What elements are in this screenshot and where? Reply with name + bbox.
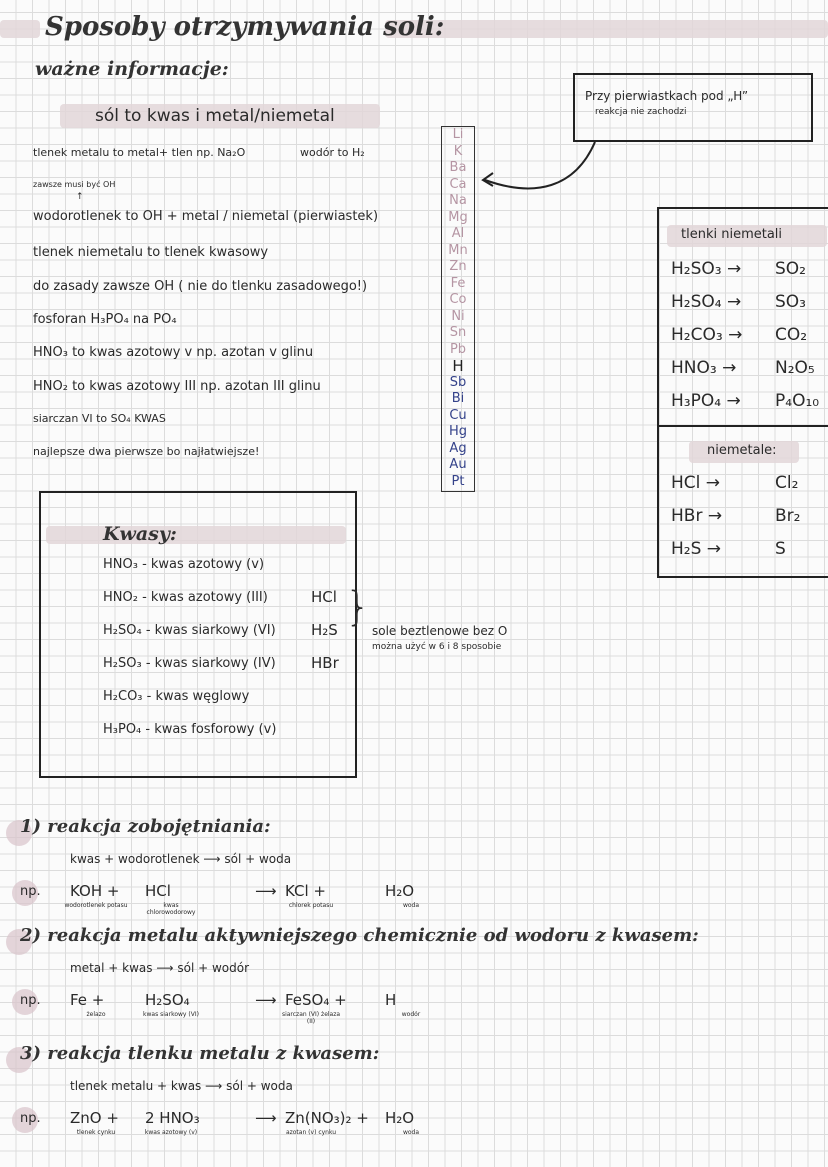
np-label: np.: [20, 993, 41, 1008]
example-label: wodór: [401, 1011, 421, 1018]
example-formula: H₂SO₄: [145, 991, 190, 1009]
example-formula: KCl +: [285, 882, 326, 900]
element-pt: Pt: [451, 473, 465, 489]
nonmetal-element: Cl₂: [775, 473, 799, 493]
example-label: woda: [402, 902, 420, 909]
np-label: np.: [20, 1111, 41, 1126]
oxygenless-note-2: można użyć w 6 i 8 sposobie: [372, 642, 502, 652]
example-formula: HCl: [145, 882, 171, 900]
element-zn: Zn: [449, 259, 467, 274]
element-au: Au: [449, 457, 467, 472]
acid-row: H₂SO₄ - kwas siarkowy (VI): [103, 623, 276, 638]
example-formula: ⟶: [255, 991, 277, 1009]
nonmetal-acid: HCl →: [671, 473, 721, 493]
oxide-formula: SO₂: [775, 259, 806, 279]
example-formula: FeSO₄ +: [285, 991, 347, 1009]
example-label: azotan (v) cynku: [285, 1129, 337, 1136]
example-formula: Zn(NO₃)₂ +: [285, 1109, 369, 1127]
element-k: K: [453, 143, 463, 159]
element-fe: Fe: [450, 275, 466, 291]
example-label: kwas azotowy (v): [144, 1129, 198, 1136]
key-statement: sól to kwas i metal/niemetal: [95, 106, 335, 126]
example-label: żelazo: [86, 1011, 106, 1018]
acid-row: H₃PO₄ - kwas fosforowy (v): [103, 722, 277, 737]
oxide-acid: H₂SO₄ →: [671, 292, 742, 312]
nonmetal-acid: H₂S →: [671, 539, 722, 559]
callout-line-2: reakcja nie zachodzi: [595, 107, 687, 117]
curved-arrow-icon: [475, 138, 605, 203]
element-li: Li: [452, 127, 464, 142]
brace: }: [345, 584, 371, 630]
element-mg: Mg: [448, 209, 468, 225]
nonmetal-acid: HBr →: [671, 506, 723, 526]
oxides-title: tlenki niemetali: [681, 227, 783, 242]
oxide-formula: SO₃: [775, 292, 806, 312]
acids-title: Kwasy:: [103, 523, 177, 545]
callout-line-1: Przy pierwiastkach pod „H”: [585, 89, 749, 103]
note-zasady: do zasady zawsze OH ( nie do tlenku zasadowego!): [33, 279, 368, 294]
example-label: tlenek cynku: [76, 1129, 116, 1136]
callout-box: [573, 73, 813, 142]
reaction-scheme: tlenek metalu + kwas ⟶ sól + woda: [70, 1079, 293, 1093]
page-title: Sposoby otrzymywania soli:: [45, 12, 445, 42]
example-label: kwas siarkowy (VI): [143, 1011, 199, 1018]
note-fosforan: fosforan H₃PO₄ na PO₄: [33, 312, 177, 327]
example-formula: H: [385, 991, 397, 1009]
element-hg: Hg: [448, 424, 468, 439]
example-formula: H₂O: [385, 1109, 415, 1127]
oxide-formula: P₄O₁₀: [775, 391, 820, 411]
oxide-acid: H₂CO₃ →: [671, 325, 743, 345]
acids-title-highlight: [46, 526, 346, 544]
oxide-acid: HNO₃ →: [671, 358, 737, 378]
nonmetal-element: Br₂: [775, 506, 801, 526]
oxygenless-acid: HBr: [311, 654, 339, 672]
acid-row: H₂SO₃ - kwas siarkowy (IV): [103, 656, 276, 671]
title-highlight-left: [0, 20, 40, 38]
element-co: Co: [449, 292, 467, 307]
example-label: wodorotlenek potasu: [64, 902, 128, 909]
element-ca: Ca: [449, 176, 467, 192]
element-na: Na: [449, 193, 467, 208]
note-zawsze: zawsze musi być OH: [33, 180, 116, 189]
element-al: Al: [451, 226, 465, 241]
element-pb: Pb: [449, 341, 467, 357]
acid-row: HNO₃ - kwas azotowy (v): [103, 557, 265, 572]
oxygenless-note-1: sole beztlenowe bez O: [372, 624, 508, 638]
note-hno2: HNO₂ to kwas azotowy III np. azotan III glinu: [33, 379, 321, 394]
element-mn: Mn: [448, 242, 468, 258]
note-tlenek-metalu: tlenek metalu to metal+ tlen np. Na₂O: [33, 146, 246, 159]
subtitle: ważne informacje:: [35, 58, 229, 80]
oxygenless-acid: HCl: [311, 588, 337, 606]
reaction-title: 1) reakcja zobojętniania:: [20, 816, 271, 837]
example-label: chlorek potasu: [288, 902, 334, 909]
element-cu: Cu: [449, 407, 467, 423]
example-formula: ⟶: [255, 1109, 277, 1127]
example-formula: ⟶: [255, 882, 277, 900]
activity-series: [441, 126, 475, 492]
note-wodorotlenek: wodorotlenek to OH + metal / niemetal (pierwiastek): [33, 209, 379, 224]
element-ba: Ba: [449, 160, 467, 175]
example-formula: H₂O: [385, 882, 415, 900]
reaction-title: 3) reakcja tlenku metalu z kwasem:: [20, 1043, 380, 1064]
nonmetals-title: niemetale:: [707, 443, 777, 458]
example-label: siarczan (VI) żelaza (II): [281, 1011, 341, 1025]
oxides-box: [657, 207, 828, 578]
example-formula: KOH +: [70, 882, 120, 900]
example-label: woda: [402, 1129, 420, 1136]
example-formula: ZnO +: [70, 1109, 119, 1127]
note-najlepsze: najlepsze dwa pierwsze bo najłatwiejsze!: [33, 445, 260, 458]
example-formula: 2 HNO₃: [145, 1109, 200, 1127]
up-arrow-icon: ↑: [76, 192, 84, 202]
acid-row: HNO₂ - kwas azotowy (III): [103, 590, 268, 605]
oxide-formula: N₂O₅: [775, 358, 815, 378]
nonmetal-element: S: [775, 539, 786, 559]
oxide-acid: H₂SO₃ →: [671, 259, 742, 279]
title-highlight-right: [385, 20, 828, 38]
example-label: kwas chlorowodorowy: [146, 902, 196, 916]
np-label: np.: [20, 884, 41, 899]
example-formula: Fe +: [70, 991, 105, 1009]
element-ni: Ni: [451, 308, 465, 324]
reaction-title: 2) reakcja metalu aktywniejszego chemicznie od wodoru z kwasem:: [20, 925, 699, 946]
acids-box: [39, 491, 357, 778]
note-wodor: wodór to H₂: [300, 146, 365, 159]
oxide-formula: CO₂: [775, 325, 808, 345]
element-h: H: [452, 357, 464, 375]
element-bi: Bi: [451, 391, 465, 406]
note-tlenek-niemetalu: tlenek niemetalu to tlenek kwasowy: [33, 245, 269, 260]
oxygenless-acid: H₂S: [311, 621, 338, 639]
note-hno3: HNO₃ to kwas azotowy v np. azotan v glinu: [33, 345, 314, 360]
note-siarczan: siarczan VI to SO₄ KWAS: [33, 412, 166, 425]
element-sb: Sb: [449, 374, 467, 390]
divider: [659, 425, 828, 427]
element-sn: Sn: [449, 325, 467, 340]
acid-row: H₂CO₃ - kwas węglowy: [103, 689, 250, 704]
element-ag: Ag: [449, 440, 467, 456]
oxide-acid: H₃PO₄ →: [671, 391, 741, 411]
reaction-scheme: metal + kwas ⟶ sól + wodór: [70, 961, 250, 975]
reaction-scheme: kwas + wodorotlenek ⟶ sól + woda: [70, 852, 292, 866]
